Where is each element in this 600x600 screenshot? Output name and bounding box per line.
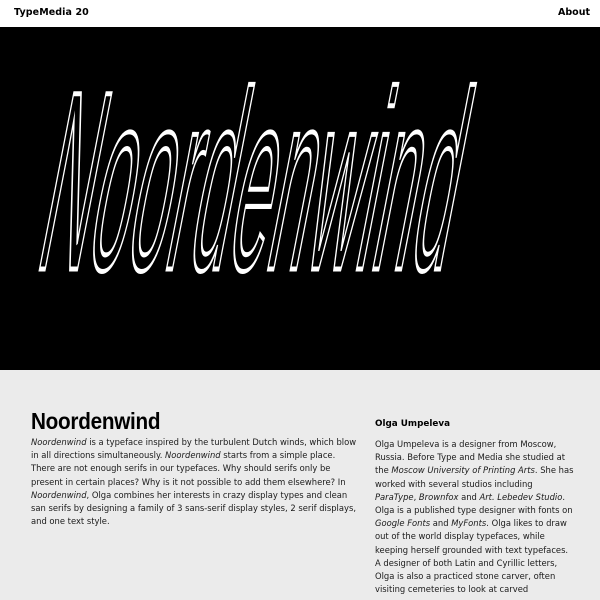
studio-name: ParaType	[375, 491, 414, 502]
studio-name: Brownfox	[418, 491, 459, 502]
typeface-name-italic: Noordenwind	[31, 437, 87, 447]
designer-info	[375, 418, 575, 596]
bio-text: ,	[413, 491, 419, 502]
bio-text: . Olga is a published type designer with fonts on	[375, 491, 573, 516]
hero-banner	[0, 27, 600, 370]
bio-text: and	[430, 518, 452, 529]
bio-text: and	[458, 491, 480, 502]
hero-wordmark: Noordenwind	[23, 39, 491, 325]
about-link[interactable]: About	[558, 7, 590, 18]
typeface-info	[31, 408, 361, 528]
designer-name: Olga Umpeleva	[375, 419, 451, 429]
publisher-name: Google Fonts	[375, 518, 431, 529]
typeface-description	[31, 436, 361, 528]
typeface-name-italic: Noordenwind	[31, 489, 87, 500]
description-text: , Olga combines her interests in crazy display types and clean san serifs by designing a family of 3 sans-serif display styles, 2 serif displays, and one text style.	[31, 489, 356, 527]
typeface-title: Noordenwind	[31, 408, 161, 434]
content-section	[0, 370, 600, 600]
publisher-name: MyFonts	[451, 518, 487, 529]
brand-link[interactable]: TypeMedia 20	[14, 7, 89, 18]
hero-wordmark-graphic	[0, 27, 600, 370]
designer-bio	[375, 438, 575, 596]
description-text: starts from a simple place. There are not enough serifs in our typefaces. Why should serifs only be present in certain places? Why is it not possible to add them elsewhere? In	[31, 450, 346, 487]
bio-text: . She has worked with several studios including	[375, 465, 574, 489]
bio-text: Olga Umpeleva is a designer from Moscow, Russia. Before Type and Media she studied at the	[375, 439, 566, 476]
studio-name: Art. Lebedev Studio	[479, 491, 563, 502]
description-text: is a typeface inspired by the turbulent Dutch winds, which blow in all directions simultaneously.	[31, 437, 357, 461]
school-name: Moscow University of Printing Arts	[391, 465, 535, 476]
typeface-name-italic: Noordenwind	[165, 450, 221, 461]
top-nav-bar	[0, 0, 600, 27]
bio-text: . Olga likes to draw out of the world display typefaces, while keeping herself grounded with text typefaces. A designer of both Latin and Cyrillic letters, Olga is also a practiced stone carver, often visiting cemeteries to look at carved	[375, 518, 569, 595]
